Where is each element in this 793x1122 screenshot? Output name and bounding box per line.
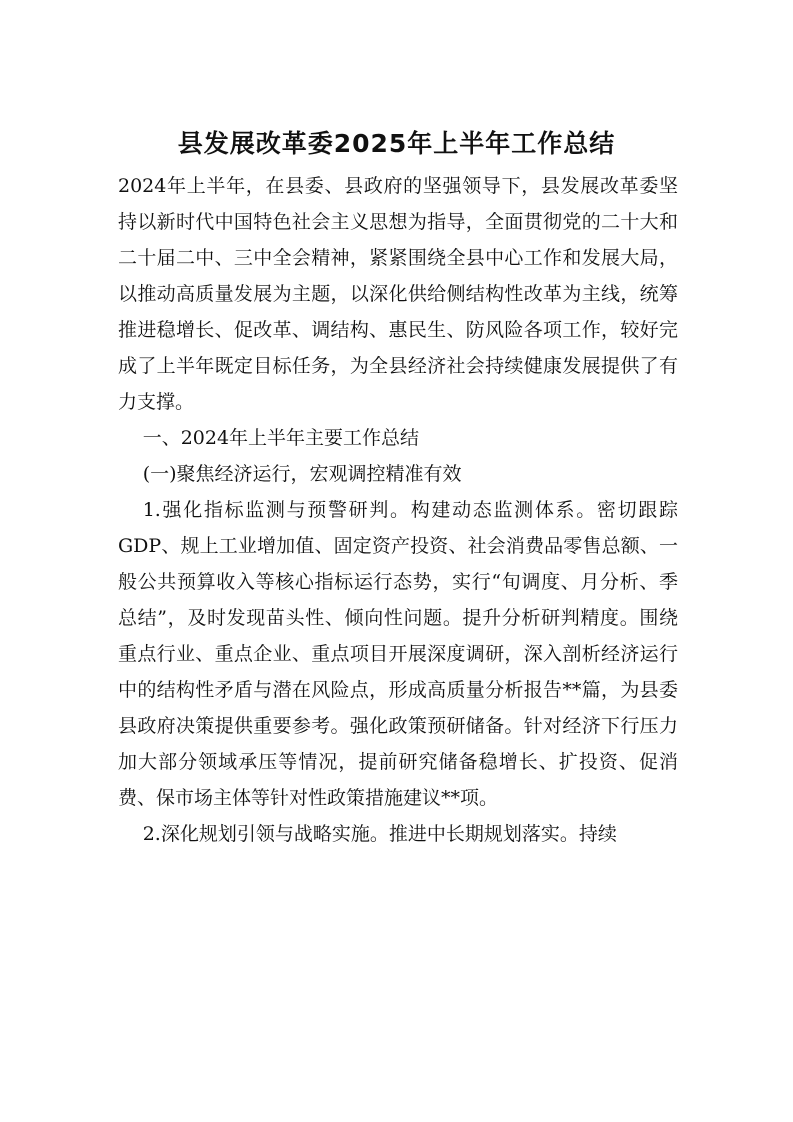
document-body [118,168,678,852]
section-heading: 一、2024年上半年主要工作总结 [142,427,420,449]
document-title: 县发展改革委2025年上半年工作总结 [177,129,616,158]
item-paragraph-2: 2.深化规划引领与战略实施。推进中长期规划落实。持续 [142,823,617,845]
item-paragraph-1: 1.强化指标监测与预警研判。构建动态监测体系。密切跟踪GDP、规上工业增加值、固定资产投资、社会消费品零售总额、一般公共预算收入等核心指标运行态势，实行“旬调度、月分析、季总结”，及时发现苗头性、倾向性问题。提升分析研判精度。围绕重点行业、重点企业、重点项目开展深度调研，深入剖析经济运行中的结构性矛盾与潜在风险点，形成高质量分析报告**篇，为县委县政府决策提供重要参考。强化政策预研储备。针对经济下行压力加大部分领域承压等情况，提前研究储备稳增长、扩投资、促消费、保市场主体等针对性政策措施建议**项。 [118,499,678,809]
intro-paragraph: 2024年上半年，在县委、县政府的坚强领导下，县发展改革委坚持以新时代中国特色社会主义思想为指导，全面贯彻党的二十大和二十届二中、三中全会精神，紧紧围绕全县中心工作和发展大局，以推动高质量发展为主题，以深化供给侧结构性改革为主线，统筹推进稳增长、促改革、调结构、惠民生、防风险各项工作，较好完成了上半年既定目标任务，为全县经济社会持续健康发展提供了有力支撑。 [118,175,678,413]
subsection-heading: (一)聚焦经济运行，宏观调控精准有效 [142,463,462,485]
